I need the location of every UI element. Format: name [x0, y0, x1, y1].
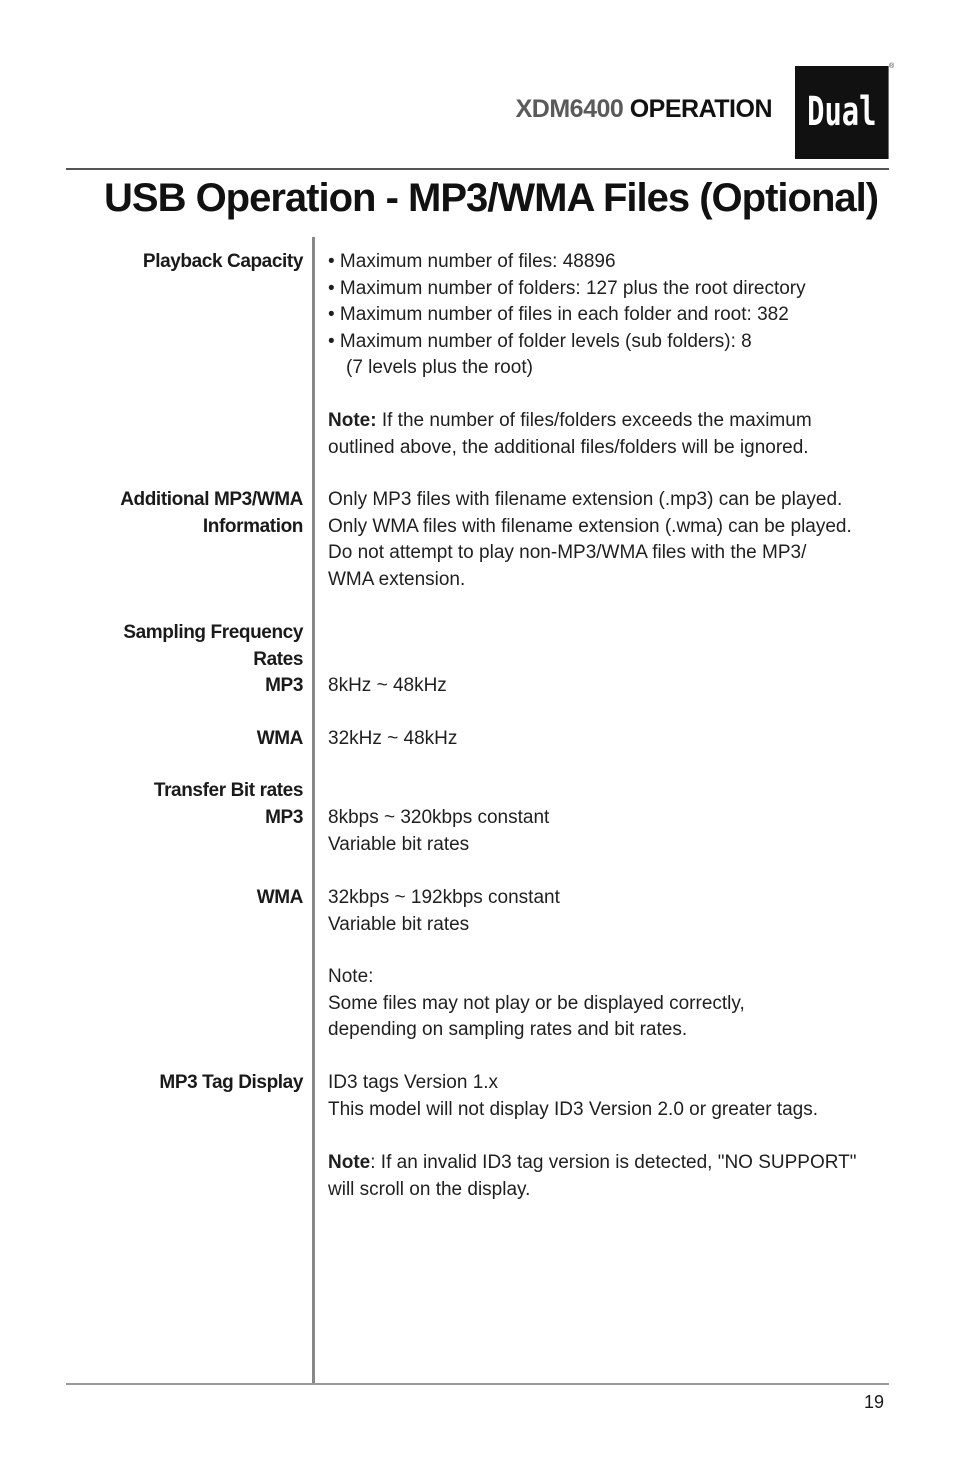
label-sampling-frequency	[123, 620, 303, 700]
note-text: : If an invalid ID3 tag version is detected, "NO SUPPORT"	[370, 1152, 857, 1173]
page-title: USB Operation - MP3/WMA Files (Optional)	[104, 176, 879, 220]
note-text: If the number of files/folders exceeds the maximum	[381, 410, 812, 431]
label-line: Additional MP3/WMA	[120, 489, 303, 510]
header-divider	[66, 168, 889, 170]
info-line: Do not attempt to play non-MP3/WMA files with the MP3/	[328, 542, 807, 563]
tag-display-note	[328, 1150, 856, 1203]
label-line: Information	[202, 515, 303, 537]
additional-info-content	[328, 487, 852, 593]
label-wma: WMA	[256, 887, 303, 908]
note-text: will scroll on the display.	[328, 1178, 531, 1200]
sampling-wma-value: 32kHz ~ 48kHz	[328, 728, 458, 749]
note-label: Note:	[328, 966, 374, 987]
footer-divider	[66, 1383, 889, 1385]
capacity-bullet: • Maximum number of files in each folder and root: 382	[328, 304, 789, 325]
label-line: Rates	[253, 648, 303, 670]
info-line: Only WMA files with filename extension (.wma) can be played.	[328, 515, 852, 537]
capacity-note	[328, 408, 812, 461]
label-mp3: MP3	[265, 806, 303, 828]
capacity-bullet: • Maximum number of folders: 127 plus the root directory	[328, 277, 806, 299]
playback-capacity-content	[328, 249, 806, 382]
column-divider	[312, 237, 315, 1385]
registered-mark-icon: ®	[889, 63, 895, 70]
label-mp3-tag-display: MP3 Tag Display	[159, 1072, 303, 1093]
label-line: Transfer Bit rates	[153, 780, 303, 801]
note-label: Note:	[328, 410, 377, 431]
header-section: OPERATION	[629, 95, 772, 123]
note-text: outlined above, the additional files/folders will be ignored.	[328, 436, 809, 458]
header-model: XDM6400	[515, 95, 624, 123]
header-title	[516, 95, 772, 124]
bitrate-line: Variable bit rates	[328, 913, 470, 935]
page-number: 19	[863, 1392, 884, 1412]
capacity-bullet: • Maximum number of files: 48896	[328, 251, 616, 272]
info-line: WMA extension.	[328, 568, 466, 590]
bitrates-wma-content	[328, 885, 560, 938]
tag-line: ID3 tags Version 1.x	[328, 1072, 499, 1093]
label-line: Sampling Frequency	[123, 622, 303, 643]
label-mp3: MP3	[265, 675, 303, 696]
label-playback-capacity: Playback Capacity	[142, 251, 303, 272]
bitrate-line: 32kbps ~ 192kbps constant	[328, 887, 560, 908]
label-additional-info	[120, 487, 303, 540]
note-text: depending on sampling rates and bit rates.	[328, 1019, 688, 1040]
bitrates-mp3-content	[328, 805, 549, 858]
capacity-bullet: • Maximum number of folder levels (sub folders): 8	[328, 330, 752, 352]
dual-logo: Dual	[795, 66, 889, 159]
label-wma: WMA	[256, 728, 303, 749]
sampling-mp3-value: 8kHz ~ 48kHz	[328, 675, 447, 696]
note-label: Note	[328, 1152, 371, 1173]
bitrates-note	[328, 964, 745, 1044]
label-transfer-bit-rates	[154, 778, 303, 831]
bitrate-line: 8kbps ~ 320kbps constant	[328, 807, 550, 828]
tag-display-content	[328, 1070, 818, 1123]
capacity-bullet-continuation: (7 levels plus the root)	[346, 357, 533, 378]
info-line: Only MP3 files with filename extension (.mp3) can be played.	[328, 489, 843, 510]
bitrate-line: Variable bit rates	[328, 833, 470, 855]
note-text: Some files may not play or be displayed correctly,	[328, 992, 745, 1014]
tag-line: This model will not display ID3 Version 2.0 or greater tags.	[328, 1098, 819, 1120]
